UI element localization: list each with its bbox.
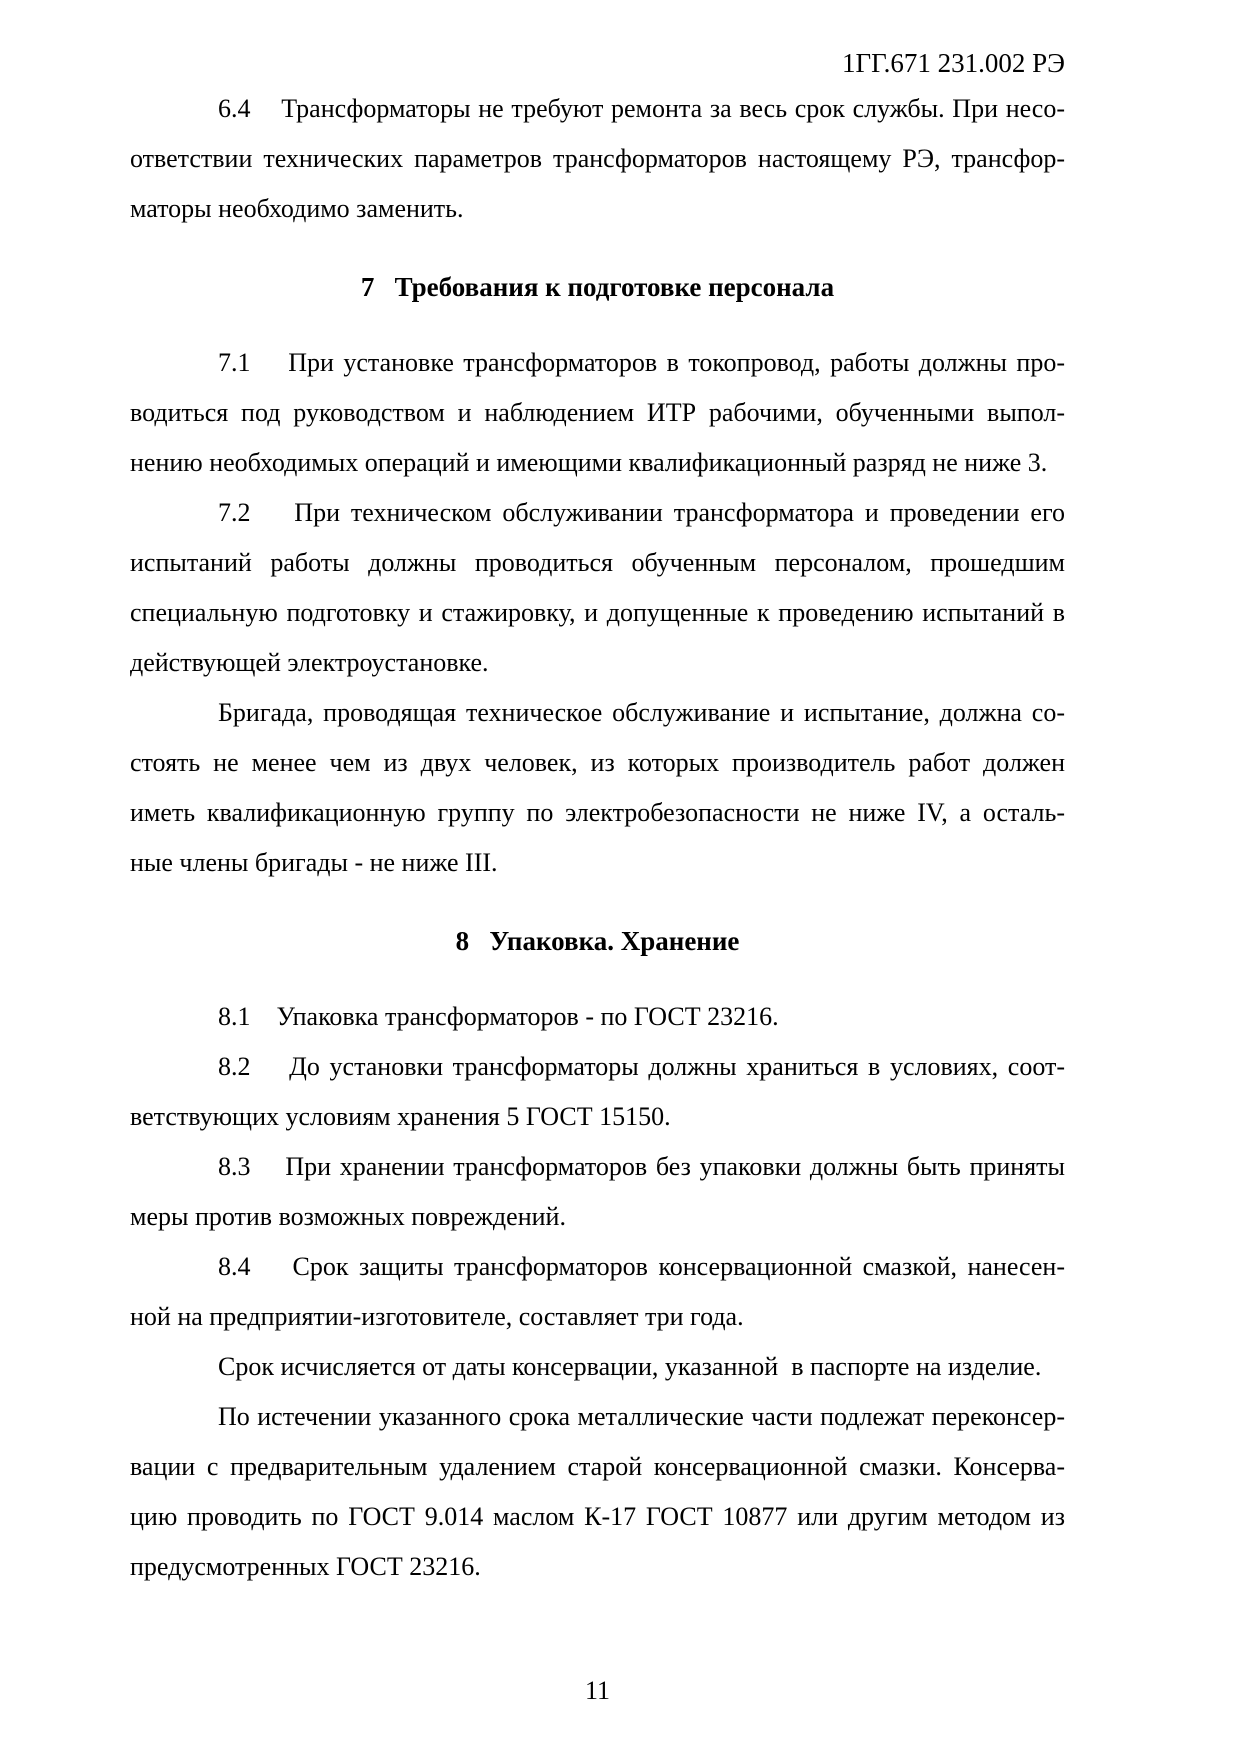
- document-code-header: 1ГГ.671 231.002 РЭ: [841, 48, 1065, 78]
- paragraph-line: 6.4 Трансформаторы не требуют ремонта за весь срок службы. При несо-: [218, 94, 1065, 123]
- paragraph-line: 8.3 При хранении трансформаторов без упаковки должны быть приняты: [218, 1152, 1065, 1181]
- paragraph-line: меры против возможных повреждений.: [130, 1202, 566, 1231]
- paragraph-line: испытаний работы должны проводиться обученным персоналом, прошедшим: [130, 548, 1065, 577]
- paragraph-line: водиться под руководством и наблюдением ИТР рабочими, обученными выпол-: [130, 398, 1065, 427]
- paragraph-line: маторы необходимо заменить.: [130, 194, 464, 223]
- paragraph-line: ные члены бригады - не ниже III.: [130, 848, 498, 877]
- document-body: [130, 84, 1065, 1592]
- paragraph-line: Срок исчисляется от даты консервации, указанной в паспорте на изделие.: [218, 1352, 1042, 1381]
- paragraph-line: По истечении указанного срока металлические части подлежат переконсер-: [218, 1402, 1065, 1431]
- paragraph-line: иметь квалификационную группу по электробезопасности не ниже IV, а осталь-: [130, 798, 1065, 827]
- paragraph-line: цию проводить по ГОСТ 9.014 маслом К-17 ГОСТ 10877 или другим методом из: [130, 1502, 1065, 1531]
- paragraph-line: стоять не менее чем из двух человек, из которых производитель работ должен: [130, 748, 1065, 777]
- paragraph-line: предусмотренных ГОСТ 23216.: [130, 1552, 481, 1581]
- paragraph-line: нению необходимых операций и имеющими квалификационный разряд не ниже 3.: [130, 448, 1048, 477]
- section-heading: 7 Требования к подготовке персонала: [360, 272, 835, 302]
- paragraph-line: 7.1 При установке трансформаторов в токопровод, работы должны про-: [218, 348, 1065, 377]
- paragraph-line: вации с предварительным удалением старой консервационной смазки. Консерва-: [130, 1452, 1065, 1481]
- paragraph-line: специальную подготовку и стажировку, и допущенные к проведению испытаний в: [130, 598, 1065, 627]
- paragraph-line: ной на предприятии-изготовителе, составляет три года.: [130, 1302, 744, 1331]
- section-heading: 8 Упаковка. Хранение: [455, 926, 740, 956]
- paragraph-line: 8.1 Упаковка трансформаторов - по ГОСТ 23216.: [218, 1002, 779, 1031]
- paragraph-line: ответствии технических параметров трансформаторов настоящему РЭ, трансфор-: [130, 144, 1065, 173]
- paragraph-line: ветствующих условиям хранения 5 ГОСТ 15150.: [130, 1102, 671, 1131]
- paragraph-line: действующей электроустановке.: [130, 648, 489, 677]
- paragraph-line: 8.4 Срок защиты трансформаторов консервационной смазкой, нанесен-: [218, 1252, 1065, 1281]
- paragraph-line: Бригада, проводящая техническое обслуживание и испытание, должна со-: [218, 698, 1065, 727]
- paragraph-line: 7.2 При техническом обслуживании трансформатора и проведении его: [218, 498, 1065, 527]
- page-number: 11: [584, 1676, 611, 1705]
- paragraph-line: 8.2 До установки трансформаторы должны храниться в условиях, соот-: [218, 1052, 1065, 1081]
